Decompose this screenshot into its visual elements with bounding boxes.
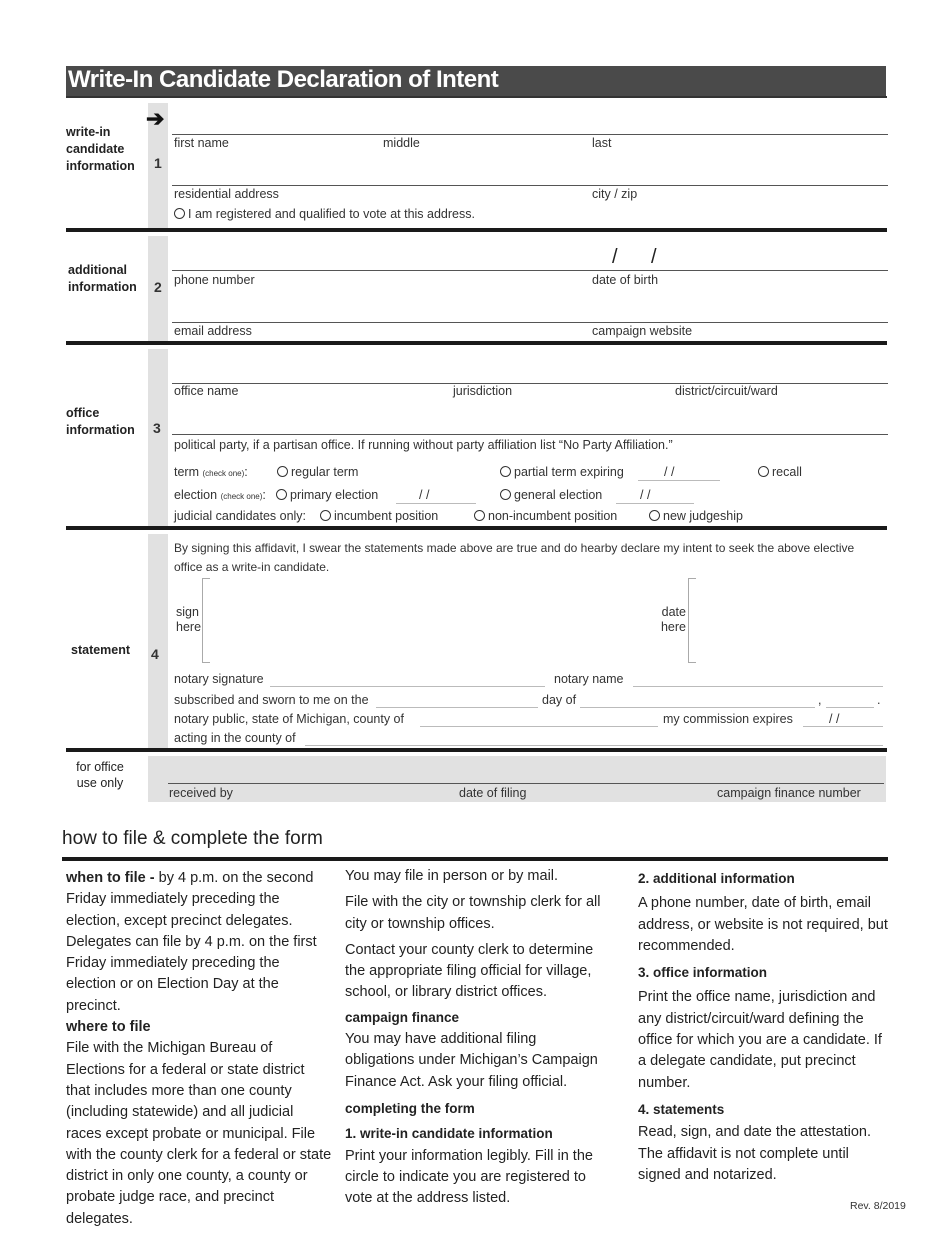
residential-address-field[interactable]: residential address (174, 187, 279, 201)
county-label: notary public, state of Michigan, county of (174, 712, 404, 726)
howto-divider (62, 857, 888, 861)
district-field[interactable]: district/circuit/ward (675, 384, 778, 398)
signature-bracket (202, 578, 203, 663)
election-label: election (check one): (174, 488, 266, 502)
political-party-field[interactable]: political party, if a partisan office. If running without party affiliation list “No Party Affiliation.” (174, 438, 673, 452)
period: . (877, 693, 881, 707)
section-divider (66, 228, 887, 232)
judicial-label: judicial candidates only: (174, 509, 307, 523)
notary-name-label: notary name (554, 672, 624, 686)
non-incumbent-radio[interactable]: non-incumbent position (474, 509, 617, 523)
year-field[interactable] (826, 707, 874, 708)
section-number: 3 (153, 420, 161, 436)
month-field[interactable] (580, 707, 815, 708)
radio-icon[interactable] (500, 489, 511, 500)
sworn-label: subscribed and sworn to me on the (174, 693, 369, 707)
arrow-icon: ➔ (146, 106, 165, 131)
date-of-filing-label: date of filing (459, 786, 527, 800)
section-label: office information (66, 406, 135, 437)
howto-heading: how to file & complete the form (62, 828, 323, 849)
middle-name-field[interactable]: middle (383, 136, 420, 150)
regular-term-radio[interactable]: regular term (277, 465, 358, 479)
howto-column-3: 2. additional information A phone number, date of birth, email address, or website is not required, but recommended. 3. office information Print the office name, jurisdiction and any district/circuit/ward defining the office for which you are a candidate. If a delegate candidate, put precinct number. 4. statements Read, sign, and date the attestation. The affidavit is not complete until signed and notarized. (638, 871, 888, 1183)
title-underline (66, 96, 887, 98)
radio-icon[interactable] (500, 466, 511, 477)
term-label: term (check one): (174, 465, 248, 479)
office-name-field[interactable]: office name (174, 384, 239, 398)
registered-radio[interactable]: I am registered and qualified to vote at this address. (174, 207, 475, 221)
section-number: 4 (151, 646, 159, 662)
last-name-field[interactable]: last (592, 136, 612, 150)
notary-signature-label: notary signature (174, 672, 264, 686)
title-bar (66, 66, 886, 96)
expires-label: my commission expires (663, 712, 793, 726)
notary-signature-field[interactable] (270, 686, 545, 687)
phone-field[interactable]: phone number (174, 273, 255, 287)
date-bracket (688, 578, 689, 663)
city-zip-field[interactable]: city / zip (592, 187, 638, 201)
sign-here-field[interactable]: sign here (176, 605, 202, 634)
partial-term-date[interactable]: / / (664, 465, 675, 479)
website-field[interactable]: campaign website (592, 324, 693, 338)
campaign-finance-number-label: campaign finance number (717, 786, 861, 800)
section-label: write-in candidate information (66, 125, 135, 173)
radio-icon[interactable] (649, 510, 660, 521)
dob-slash: / (612, 246, 618, 268)
notary-name-field[interactable] (633, 686, 883, 687)
recall-radio[interactable]: recall (758, 465, 802, 479)
section-number-column (148, 534, 168, 748)
general-election-radio[interactable]: general election (500, 488, 602, 502)
primary-election-radio[interactable]: primary election (276, 488, 378, 502)
section-label: statement (71, 643, 131, 657)
expires-date: / / (829, 712, 840, 726)
section-number: 1 (154, 155, 162, 171)
revision-label: Rev. 8/2019 (850, 1200, 906, 1212)
email-field[interactable]: email address (174, 324, 252, 338)
howto-column-2: You may file in person or by mail. File with the city or township clerk for all city or township offices. Contact your county clerk to determine the appropriate filing official for village, school, or library district offices. campaign finance You may have additional filing obligations under Michigan’s Campaign Finance Act. Ask your filing official. completing the form 1. write-in candidate information Print your information legibly. Fill in the circle to indicate you are registered to vote at the address listed. (345, 868, 601, 1207)
radio-icon[interactable] (276, 489, 287, 500)
section-number: 2 (154, 279, 162, 295)
comma: , (818, 693, 822, 707)
office-use-label: for office use only (76, 760, 124, 790)
primary-date[interactable]: / / (419, 488, 430, 502)
sworn-day-field[interactable] (376, 707, 538, 708)
radio-icon[interactable] (474, 510, 485, 521)
radio-icon[interactable] (320, 510, 331, 521)
section-divider (66, 526, 887, 530)
radio-icon[interactable] (277, 466, 288, 477)
acting-county-field[interactable] (305, 745, 883, 746)
date-here-field[interactable]: date here (660, 605, 686, 634)
section-number-column (148, 349, 168, 526)
expires-field[interactable] (803, 726, 883, 727)
affidavit-text: By signing this affidavit, I swear the statements made above are true and do hearby declare my intent to seek the above elective office as a write-in candidate. (174, 541, 855, 574)
received-by-label: received by (169, 786, 233, 800)
section-label: additional information (68, 263, 137, 294)
incumbent-radio[interactable]: incumbent position (320, 509, 438, 523)
jurisdiction-field[interactable]: jurisdiction (453, 384, 513, 398)
first-name-field[interactable]: first name (174, 136, 229, 150)
section-divider (66, 341, 887, 345)
dob-field[interactable]: date of birth (592, 273, 659, 287)
acting-label: acting in the county of (174, 731, 296, 745)
page-title: Write-In Candidate Declaration of Intent (68, 66, 499, 93)
partial-term-radio[interactable]: partial term expiring (500, 465, 624, 479)
section-divider (66, 748, 887, 752)
dob-slash: / (651, 246, 657, 268)
radio-icon[interactable] (174, 208, 185, 219)
county-field[interactable] (420, 726, 658, 727)
new-judgeship-radio[interactable]: new judgeship (649, 509, 743, 523)
general-date[interactable]: / / (640, 488, 651, 502)
howto-column-1: when to file - by 4 p.m. on the second Friday immediately preceding the election, except precinct delegates. Delegates can file by 4 p.m. on the first Friday immediately preceding the election or on Election Day at the precinct. where to file File with the Michigan Bureau of Elections for a federal or state district that includes more than one county (including statewide) and all judicial races except probate or municipal. File with the county clerk for a federal or state district in only one county, a county or probate judge race, and precinct delegates. (66, 870, 332, 1227)
day-of-label: day of (542, 693, 577, 707)
radio-icon[interactable] (758, 466, 769, 477)
